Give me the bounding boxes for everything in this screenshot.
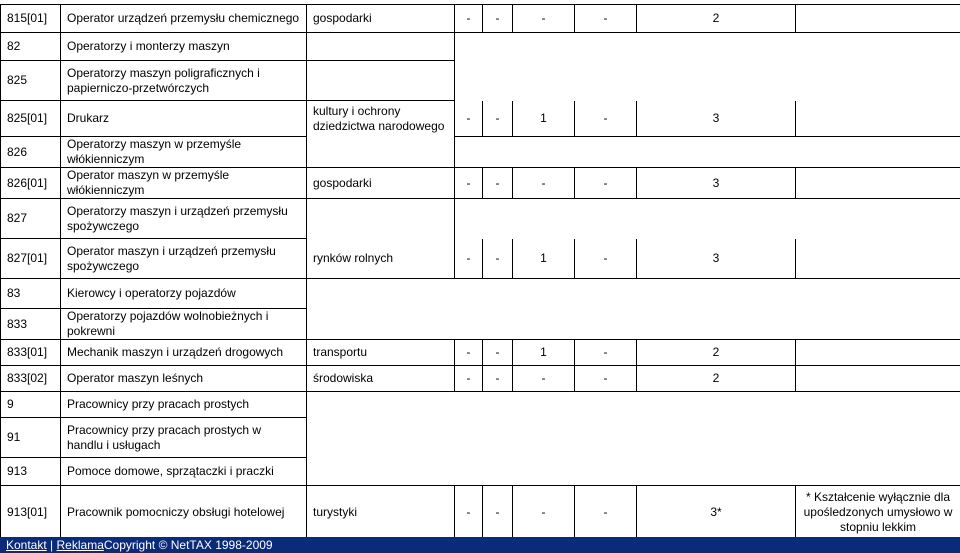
value-e: 3 [637, 239, 796, 279]
occupation-name: Pracownicy przy pracach prostych [61, 392, 307, 418]
value-a: - [455, 486, 483, 540]
occupation-name: Operatorzy maszyn w przemyśle włókienniczym [61, 137, 307, 168]
value-a: - [455, 168, 483, 199]
note-cell [796, 239, 960, 279]
sector-cell: rynków rolnych [307, 239, 455, 279]
value-a: - [455, 366, 483, 392]
occupation-code: 82 [1, 33, 61, 61]
occupation-name: Operatorzy maszyn i urządzeń przemysłu spożywczego [61, 199, 307, 239]
value-e: 2 [637, 340, 796, 366]
value-a: - [455, 340, 483, 366]
table-row [1, 33, 960, 61]
table-row [1, 279, 960, 309]
footer-separator: | [50, 538, 54, 552]
occupation-code: 913 [1, 458, 61, 486]
occupation-code: 9 [1, 392, 61, 418]
table-row [1, 486, 960, 540]
ads-link[interactable]: Reklama [56, 538, 104, 552]
sector-cell: gospodarki [307, 168, 455, 199]
table-row [1, 392, 960, 418]
sector-cell: środowiska [307, 366, 455, 392]
occupation-name: Pomoce domowe, sprzątaczki i praczki [61, 458, 307, 486]
table-row [1, 458, 960, 486]
occupation-name: Operatorzy pojazdów wolnobieżnych i pokrewni [61, 309, 307, 340]
occupation-code: 826[01] [1, 168, 61, 199]
sector-cell [307, 33, 455, 61]
occupation-code: 826 [1, 137, 61, 168]
value-c: - [513, 168, 575, 199]
value-empty [307, 309, 960, 340]
occupation-code: 825 [1, 61, 61, 101]
value-d: - [575, 239, 637, 279]
value-empty [307, 458, 960, 486]
occupation-name: Operatorzy maszyn poligraficznych i papierniczo-przetwórczych [61, 61, 307, 101]
value-empty [455, 199, 960, 239]
occupation-code: 815[01] [1, 5, 61, 33]
value-c: - [513, 366, 575, 392]
note-cell [796, 5, 960, 33]
value-e: 2 [637, 5, 796, 33]
occupation-name: Drukarz [61, 101, 307, 137]
occupation-code: 833[02] [1, 366, 61, 392]
note-cell [796, 168, 960, 199]
value-c: 1 [513, 340, 575, 366]
occupation-table [0, 4, 960, 540]
value-a: - [455, 5, 483, 33]
value-b: - [483, 366, 513, 392]
copyright-text: Copyright © NetTAX 1998-2009 [103, 538, 273, 552]
value-c: 1 [513, 101, 575, 137]
table-row [1, 418, 960, 458]
sector-cell: gospodarki [307, 5, 455, 33]
sector-cell: transportu [307, 340, 455, 366]
note-cell [796, 366, 960, 392]
sector-cell [307, 61, 455, 101]
sector-cell [307, 199, 455, 239]
occupation-code: 833 [1, 309, 61, 340]
occupation-code: 91 [1, 418, 61, 458]
value-e: 3 [637, 168, 796, 199]
note-cell: * Kształcenie wyłącznie dla upośledzonych umysłowo w stopniu lekkim [796, 486, 960, 540]
sector-cell: kultury i ochrony dziedzictwa narodowego [307, 101, 455, 168]
occupation-name: Operatorzy i monterzy maszyn [61, 33, 307, 61]
table-row [1, 309, 960, 340]
table-row [1, 168, 960, 199]
value-empty [455, 33, 960, 61]
value-empty [307, 392, 960, 418]
occupation-code: 827[01] [1, 239, 61, 279]
table-row [1, 239, 960, 279]
occupation-name: Pracownik pomocniczy obsługi hotelowej [61, 486, 307, 540]
note-cell [796, 101, 960, 137]
occupation-name: Operator urządzeń przemysłu chemicznego [61, 5, 307, 33]
table-row [1, 199, 960, 239]
value-b: - [483, 486, 513, 540]
value-d: - [575, 168, 637, 199]
table-row [1, 366, 960, 392]
value-d: - [575, 340, 637, 366]
value-c: - [513, 486, 575, 540]
occupation-name: Operator maszyn leśnych [61, 366, 307, 392]
occupation-name: Kierowcy i operatorzy pojazdów [61, 279, 307, 309]
occupation-code: 827 [1, 199, 61, 239]
occupation-name: Pracownicy przy pracach prostych w handlu i usługach [61, 418, 307, 458]
table-row [1, 5, 960, 33]
value-a: - [455, 101, 483, 137]
occupation-name: Operator maszyn i urządzeń przemysłu spożywczego [61, 239, 307, 279]
value-b: - [483, 5, 513, 33]
occupation-code: 913[01] [1, 486, 61, 540]
value-empty [455, 61, 960, 101]
occupation-code: 833[01] [1, 340, 61, 366]
value-b: - [483, 239, 513, 279]
value-e: 3 [637, 101, 796, 137]
table-row [1, 61, 960, 101]
table-row [1, 101, 960, 137]
value-e: 2 [637, 366, 796, 392]
value-c: 1 [513, 239, 575, 279]
table-row [1, 137, 960, 168]
occupation-name: Operator maszyn w przemyśle włókienniczym [61, 168, 307, 199]
contact-link[interactable]: Kontakt [6, 538, 47, 552]
occupation-code: 825[01] [1, 101, 61, 137]
value-e: 3* [637, 486, 796, 540]
value-d: - [575, 366, 637, 392]
footer-bar [0, 537, 960, 553]
value-b: - [483, 340, 513, 366]
value-empty [455, 137, 960, 168]
note-cell [796, 340, 960, 366]
occupation-code: 83 [1, 279, 61, 309]
value-b: - [483, 101, 513, 137]
value-empty [307, 279, 960, 309]
value-c: - [513, 5, 575, 33]
value-empty [307, 418, 960, 458]
value-a: - [455, 239, 483, 279]
table-row [1, 340, 960, 366]
value-d: - [575, 486, 637, 540]
value-d: - [575, 101, 637, 137]
sector-cell: turystyki [307, 486, 455, 540]
value-b: - [483, 168, 513, 199]
occupation-name: Mechanik maszyn i urządzeń drogowych [61, 340, 307, 366]
value-d: - [575, 5, 637, 33]
